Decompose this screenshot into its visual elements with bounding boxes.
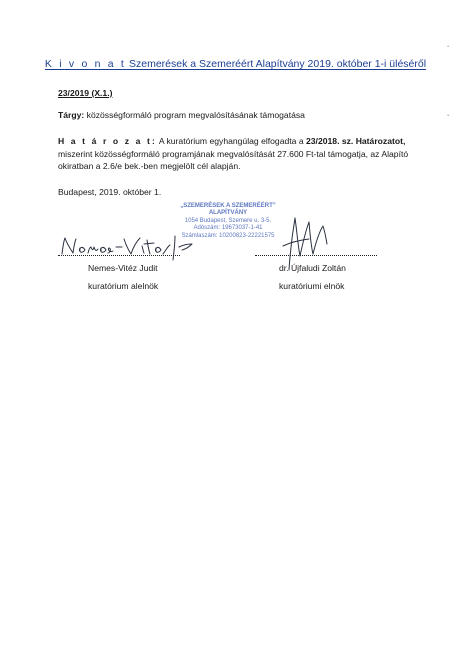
resolution-reference: 23/2018. sz. Határozatot, — [306, 136, 406, 146]
scan-mark: • — [447, 113, 449, 119]
right-signer-role: kuratóriumi elnök — [279, 281, 345, 291]
resolution-text-2: miszerint közösségformáló programjának megvalósítását 27.600 Ft-tal támogatja, az Alapító okiratban a 2.6/e bek.-ben megjelölt cél alapján. — [58, 148, 409, 171]
left-signer-role: kuratórium alelnök — [88, 281, 159, 291]
resolution-paragraph — [58, 135, 428, 173]
stamp-line-3: 1054 Budapest, Szemere u. 3-5. — [184, 217, 272, 224]
title-rest: Szemerések a Szemeréért Alapítvány 2019. október 1-i üléséről — [126, 58, 427, 70]
subject-line — [58, 110, 305, 120]
right-signer-name: dr. Újfaludi Zoltán — [279, 263, 346, 273]
left-signer-name: Nemes-Vitéz Judit — [88, 263, 158, 273]
title-spaced: K i v o n a t — [44, 58, 127, 70]
stamp-line-4: Adószám: 19673037-1-41 — [193, 225, 263, 232]
document-title — [0, 58, 471, 70]
resolution-number: 23/2019 (X.1.) — [58, 88, 113, 98]
resolution-text-1: A kuratórium egyhangúlag elfogadta a — [156, 136, 306, 146]
subject-label: Tárgy: — [58, 110, 85, 120]
right-signature-line — [255, 255, 377, 256]
subject-text: közösségformáló program megvalósításának támogatása — [84, 110, 305, 120]
date-line: Budapest, 2019. október 1. — [58, 187, 162, 197]
stamp-line-2: ALAPÍTVÁNY — [208, 210, 248, 217]
left-signature-line — [58, 255, 180, 256]
stamp-line-5: Számlaszám: 10200823-22221575 — [181, 232, 275, 239]
stamp-line-1: „SZEMERÉSEK A SZEMERÉÉRT” — [180, 203, 276, 209]
scan-mark: • — [447, 44, 449, 50]
resolution-label: H a t á r o z a t: — [58, 136, 157, 146]
left-handwritten-signature — [58, 232, 198, 262]
